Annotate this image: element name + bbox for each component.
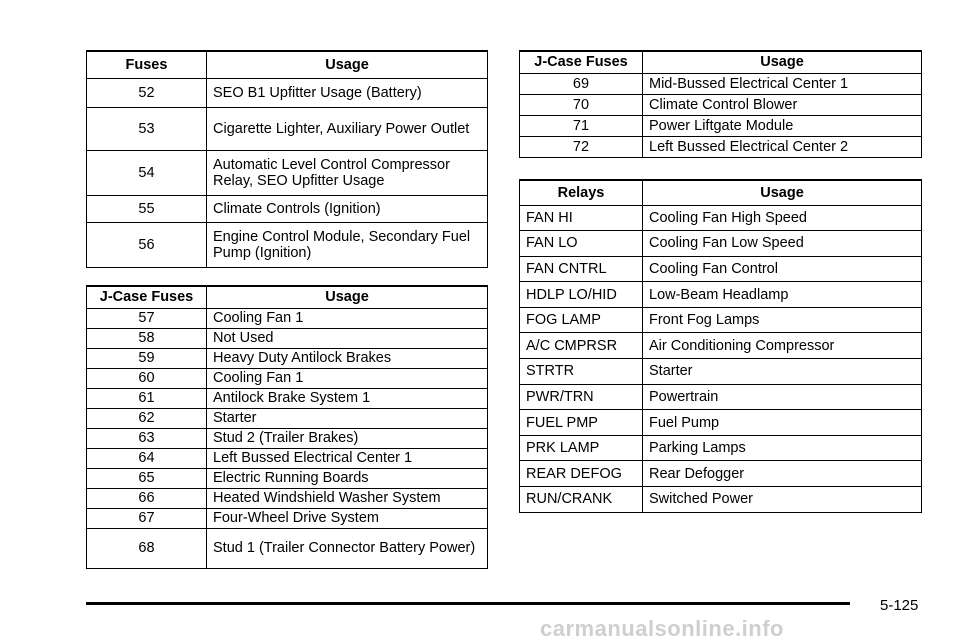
table-row — [520, 359, 922, 385]
fuse-usage: Climate Controls (Ignition) — [207, 195, 488, 222]
fuse-usage: Starter — [207, 408, 488, 428]
table-row — [87, 348, 488, 368]
table-row — [87, 150, 488, 195]
table-row — [87, 78, 488, 107]
table-header-row — [520, 180, 922, 205]
table-row — [87, 222, 488, 267]
table-row — [520, 307, 922, 333]
relay-name: PWR/TRN — [520, 384, 643, 410]
table-row — [87, 448, 488, 468]
fuse-number: 54 — [87, 150, 207, 195]
fuse-usage: Not Used — [207, 328, 488, 348]
table-row — [520, 410, 922, 436]
relay-name: A/C CMPRSR — [520, 333, 643, 359]
column-header-jcase-fuses: J-Case Fuses — [87, 286, 207, 308]
table-row — [520, 256, 922, 282]
relay-usage: Cooling Fan Control — [643, 256, 922, 282]
relay-name: RUN/CRANK — [520, 487, 643, 513]
jcase-fuses-table-right — [519, 50, 922, 158]
relay-name: FOG LAMP — [520, 307, 643, 333]
table-row — [87, 408, 488, 428]
fuse-number: 61 — [87, 388, 207, 408]
relay-usage: Front Fog Lamps — [643, 307, 922, 333]
column-header-usage: Usage — [207, 51, 488, 78]
table-row — [87, 308, 488, 328]
fuse-number: 66 — [87, 488, 207, 508]
fuse-usage: Stud 1 (Trailer Connector Battery Power) — [207, 528, 488, 568]
fuse-number: 53 — [87, 107, 207, 150]
fuse-number: 69 — [520, 73, 643, 94]
fuse-number: 57 — [87, 308, 207, 328]
table-row — [87, 468, 488, 488]
fuse-number: 70 — [520, 94, 643, 115]
relay-usage: Rear Defogger — [643, 461, 922, 487]
relay-name: FUEL PMP — [520, 410, 643, 436]
fuse-number: 60 — [87, 368, 207, 388]
fuse-number: 63 — [87, 428, 207, 448]
table-row — [520, 136, 922, 157]
relay-name: FAN CNTRL — [520, 256, 643, 282]
relay-usage: Air Conditioning Compressor — [643, 333, 922, 359]
table-row — [87, 328, 488, 348]
table-row — [87, 528, 488, 568]
table-row — [520, 115, 922, 136]
table-row — [520, 282, 922, 308]
fuse-usage: Antilock Brake System 1 — [207, 388, 488, 408]
fuse-number: 68 — [87, 528, 207, 568]
fuse-usage: Climate Control Blower — [643, 94, 922, 115]
fuse-usage: Cigarette Lighter, Auxiliary Power Outlet — [207, 107, 488, 150]
table-header-row — [87, 51, 488, 78]
relay-name: REAR DEFOG — [520, 461, 643, 487]
jcase-fuses-table-left — [86, 285, 488, 569]
relay-usage: Parking Lamps — [643, 435, 922, 461]
fuse-usage: Power Liftgate Module — [643, 115, 922, 136]
relay-usage: Cooling Fan Low Speed — [643, 231, 922, 257]
relay-name: STRTR — [520, 359, 643, 385]
table-row — [520, 435, 922, 461]
fuse-usage: Electric Running Boards — [207, 468, 488, 488]
fuse-number: 71 — [520, 115, 643, 136]
fuses-table — [86, 50, 488, 268]
fuse-number: 52 — [87, 78, 207, 107]
fuse-usage: SEO B1 Upfitter Usage (Battery) — [207, 78, 488, 107]
column-header-jcase-fuses: J-Case Fuses — [520, 51, 643, 73]
fuse-usage: Engine Control Module, Secondary Fuel Pump (Ignition) — [207, 222, 488, 267]
table-row — [520, 461, 922, 487]
fuse-number: 56 — [87, 222, 207, 267]
table-row — [520, 73, 922, 94]
column-header-relays: Relays — [520, 180, 643, 205]
table-row — [520, 384, 922, 410]
fuse-usage: Four-Wheel Drive System — [207, 508, 488, 528]
table-header-row — [520, 51, 922, 73]
table-row — [87, 195, 488, 222]
fuse-number: 59 — [87, 348, 207, 368]
relay-usage: Cooling Fan High Speed — [643, 205, 922, 231]
fuse-usage: Cooling Fan 1 — [207, 368, 488, 388]
table-row — [520, 205, 922, 231]
fuse-number: 64 — [87, 448, 207, 468]
relay-name: HDLP LO/HID — [520, 282, 643, 308]
page-number: 5-125 — [880, 597, 919, 614]
relay-name: PRK LAMP — [520, 435, 643, 461]
fuse-number: 72 — [520, 136, 643, 157]
table-row — [87, 107, 488, 150]
column-header-usage: Usage — [643, 51, 922, 73]
watermark: carmanualsonline.info — [540, 616, 784, 641]
fuse-number: 55 — [87, 195, 207, 222]
column-header-usage: Usage — [643, 180, 922, 205]
table-row — [87, 508, 488, 528]
relay-usage: Starter — [643, 359, 922, 385]
table-row — [87, 428, 488, 448]
relay-usage: Switched Power — [643, 487, 922, 513]
fuse-usage: Heated Windshield Washer System — [207, 488, 488, 508]
table-header-row — [87, 286, 488, 308]
relay-name: FAN LO — [520, 231, 643, 257]
fuse-number: 58 — [87, 328, 207, 348]
relay-usage: Fuel Pump — [643, 410, 922, 436]
relays-table — [519, 179, 922, 513]
relay-usage: Powertrain — [643, 384, 922, 410]
column-header-usage: Usage — [207, 286, 488, 308]
table-row — [520, 231, 922, 257]
fuse-usage: Mid-Bussed Electrical Center 1 — [643, 73, 922, 94]
table-row — [87, 368, 488, 388]
table-row — [87, 488, 488, 508]
fuse-usage: Automatic Level Control Compressor Relay, SEO Upfitter Usage — [207, 150, 488, 195]
table-row — [87, 388, 488, 408]
fuse-usage: Left Bussed Electrical Center 1 — [207, 448, 488, 468]
fuse-usage: Left Bussed Electrical Center 2 — [643, 136, 922, 157]
table-row — [520, 487, 922, 513]
column-header-fuses: Fuses — [87, 51, 207, 78]
relay-usage: Low-Beam Headlamp — [643, 282, 922, 308]
fuse-number: 67 — [87, 508, 207, 528]
fuse-number: 62 — [87, 408, 207, 428]
relay-name: FAN HI — [520, 205, 643, 231]
table-row — [520, 333, 922, 359]
fuse-number: 65 — [87, 468, 207, 488]
footer-rule — [86, 602, 850, 605]
table-row — [520, 94, 922, 115]
fuse-usage: Cooling Fan 1 — [207, 308, 488, 328]
fuse-usage: Heavy Duty Antilock Brakes — [207, 348, 488, 368]
fuse-usage: Stud 2 (Trailer Brakes) — [207, 428, 488, 448]
